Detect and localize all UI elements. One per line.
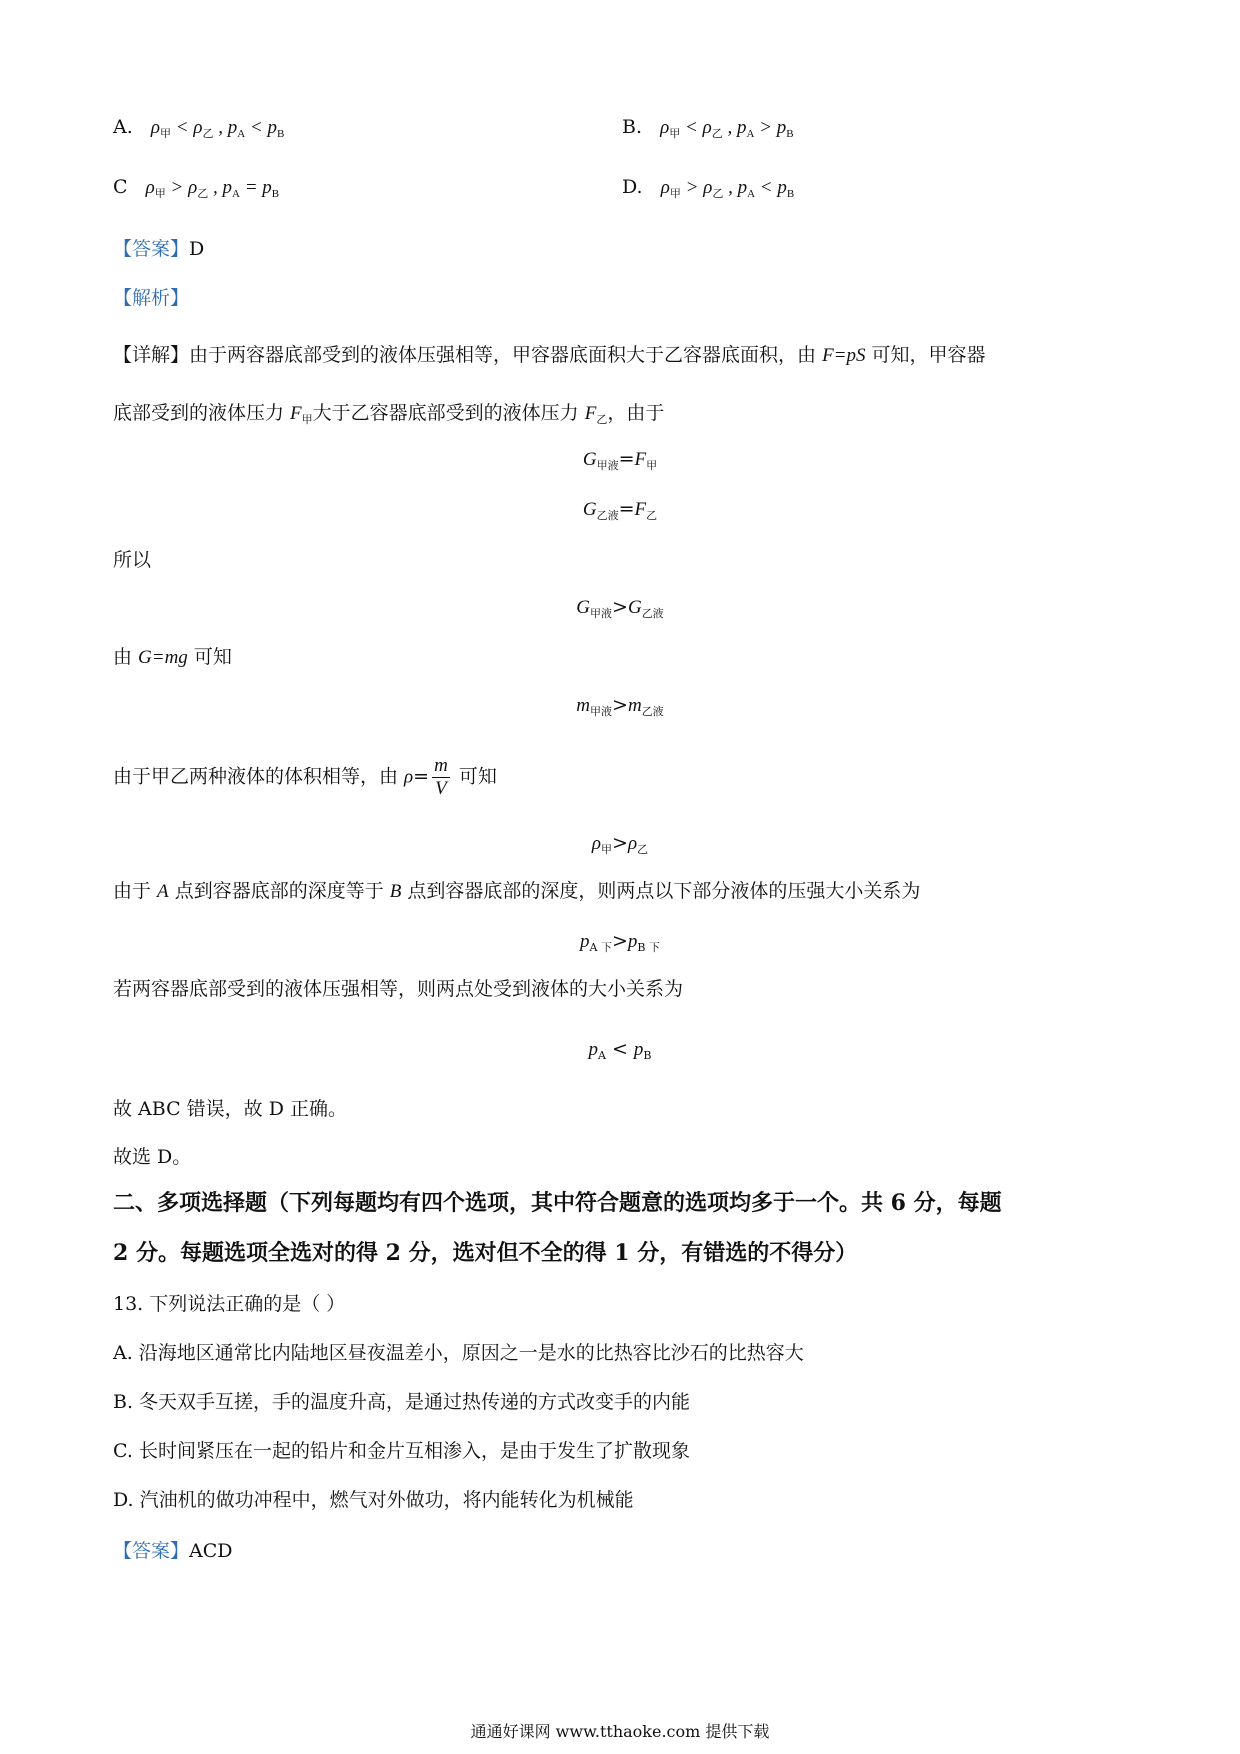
by-gmg-line: 由 G=mg 可知 [113,646,232,668]
question-13-option-d: D. 汽油机的做功冲程中，燃气对外做功，将内能转化为机械能 [113,1489,634,1511]
fraction-m-over-v: $\frac{m}{V}$ [434,755,448,799]
detail-label: 【详解】 [113,344,190,366]
conclusion-2: 故选 D。 [113,1146,192,1168]
depth-line: 由于 A 点到容器底部的深度等于 B 点到容器底部的深度，则两点以下部分液体的压强大小关系为 [113,880,921,902]
equation-p-lower: $p_{A 下}>p_{B 下}$ [580,930,660,954]
equation-g-jia: $G_{甲液}=F_甲$ [582,448,658,472]
answer-q12 [113,238,204,261]
formula-f-ps: F=pS [822,345,866,366]
question-13-option-c: C. 长时间紧压在一起的铅片和金片互相渗入，是由于发生了扩散现象 [113,1440,690,1462]
conclusion-1: 故 ABC 错误，故 D 正确。 [113,1098,347,1120]
section-2-heading-line-2: 2 分。每题选项全选对的得 2 分，选对但不全的得 1 分，有错选的不得分） [113,1240,858,1266]
suoyi-text: 所以 [113,549,152,571]
option-b-formula: $\rho_甲 < \rho_乙$ , $p_A > p_B$ [660,117,794,140]
answer-value: ACD [189,1540,233,1562]
question-13-stem: 13. 下列说法正确的是（ ） [113,1293,346,1315]
equation-g-yi: $G_{乙液}=F_乙$ [582,498,658,522]
footer-text: 通通好课网 www.tthaoke.com 提供下载 [470,1722,770,1741]
option-b: B. $\rho_甲 < \rho_乙$ , $p_A > p_B$ [622,116,794,140]
option-a: A. $\rho_甲 < \rho_乙$ , $p_A < p_B$ [113,116,285,140]
analysis-label: 【解析】 [113,287,190,309]
relation-line: 若两容器底部受到的液体压强相等，则两点处受到液体的大小关系为 [113,978,684,1000]
answer-label: 【答案】 [113,238,190,260]
question-13-option-b: B. 冬天双手互搓，手的温度升高，是通过热传递的方式改变手的内能 [113,1391,691,1413]
section-2-heading-line-1: 二、多项选择题（下列每题均有四个选项，其中符合题意的选项均多于一个。共 6 分，每题 [113,1190,1002,1216]
question-13-option-a: A. 沿海地区通常比内陆地区昼夜温差小，原因之一是水的比热容比沙石的比热容大 [113,1342,804,1364]
option-d-formula: $\rho_甲 > \rho_乙$ , $p_A < p_B$ [660,177,795,200]
option-a-formula: $\rho_甲 < \rho_乙$ , $p_A < p_B$ [150,117,285,140]
answer-label: 【答案】 [113,1540,190,1562]
option-c: C $\rho_甲 > \rho_乙$ , $p_A = p_B$ [113,176,280,200]
equation-pa-pb: $p_A < p_B$ [588,1038,652,1062]
equation-g-compare: $G_{甲液}>G_{乙液}$ [576,596,664,620]
option-c-formula: $\rho_甲 > \rho_乙$ , $p_A = p_B$ [145,177,280,200]
detail-line-2: 底部受到的液体压力 $F_甲$大于乙容器底部受到的液体压力 $F_乙$，由于 [113,402,665,426]
equation-rho-compare: $\rho_甲>\rho_乙$ [591,832,649,856]
equation-m-compare: $m_{甲液}>m_{乙液}$ [576,694,664,718]
detail-line-1: 【详解】由于两容器底部受到的液体压强相等，甲容器底面积大于乙容器底面积，由 F=pS 可知，甲容器 [113,344,986,366]
answer-value: D [189,238,205,260]
option-d: D. $\rho_甲 > \rho_乙$ , $p_A < p_B$ [622,176,795,200]
by-rho-line: 由于甲乙两种液体的体积相等，由 ρ= $\frac{m}{V}$ 可知 [113,755,497,799]
answer-q13 [113,1540,233,1563]
